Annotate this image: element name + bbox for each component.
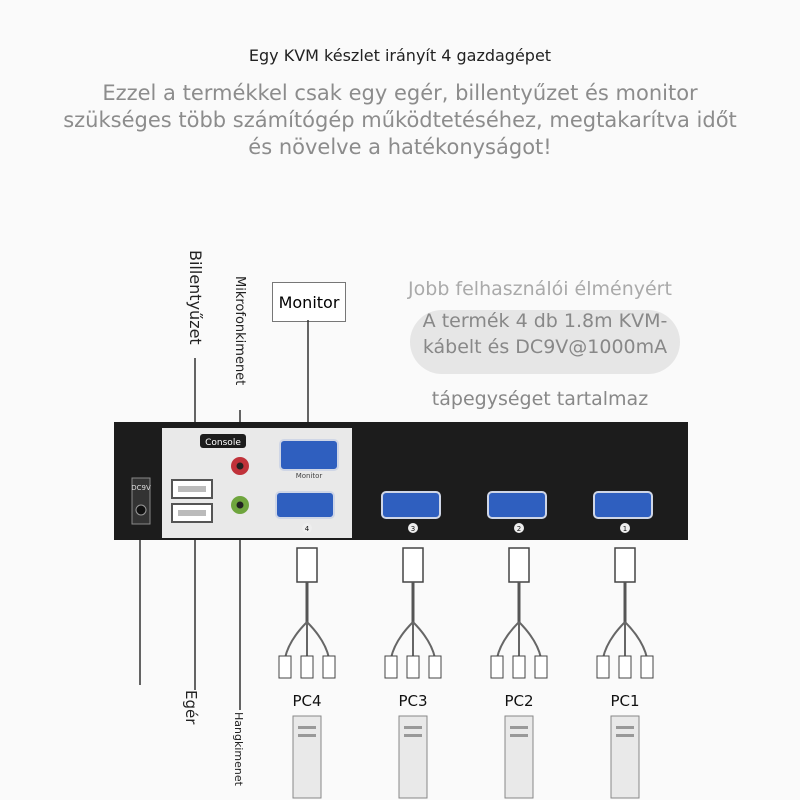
experience-text: Jobb felhasználói élményért xyxy=(408,278,672,300)
kvm-cable-pc4 xyxy=(279,548,335,798)
svg-text:DC9V: DC9V xyxy=(131,484,151,492)
console-text: Console xyxy=(205,438,241,448)
diagram-description: Ezzel a termékkel csak egy egér, billentyűzet és monitor szükséges több számítógép működtetéséhez, megtakarítva időt és növelve a hatékonyságot! xyxy=(63,81,737,159)
svg-text:1: 1 xyxy=(622,525,628,533)
svg-text:2: 2 xyxy=(516,525,522,533)
monitor-vga-port xyxy=(280,440,338,470)
pc2-label: PC2 xyxy=(504,692,534,710)
monitor-box: Monitor xyxy=(272,282,346,322)
mic-label: Mikrofonkimenet xyxy=(232,276,247,386)
usb-port-2-tongue xyxy=(178,510,206,516)
audio-out-label: Hangkimenet xyxy=(232,712,245,786)
pc1-label: PC1 xyxy=(610,692,640,710)
kvm-cable-pc3 xyxy=(385,548,441,798)
svg-text:4: 4 xyxy=(304,525,310,533)
usb-port-1-tongue xyxy=(178,486,206,492)
diagram-title: Egy KVM készlet irányít 4 gazdagépet xyxy=(248,46,552,65)
kvm-cable-pc2 xyxy=(491,548,547,798)
kvm-cable-pc1 xyxy=(597,548,653,798)
package-text: A termék 4 db 1.8m KVM-kábelt és DC9V@1000mA xyxy=(422,310,668,358)
svg-text:3: 3 xyxy=(410,525,416,533)
svg-text:Monitor: Monitor xyxy=(295,472,323,480)
mouse-label: Egér xyxy=(182,690,200,725)
pc3-label: PC3 xyxy=(398,692,428,710)
package-text-end: tápegységet tartalmaz xyxy=(431,388,649,410)
keyboard-label: Billentyűzet xyxy=(186,250,205,345)
pc4-label: PC4 xyxy=(292,692,322,710)
